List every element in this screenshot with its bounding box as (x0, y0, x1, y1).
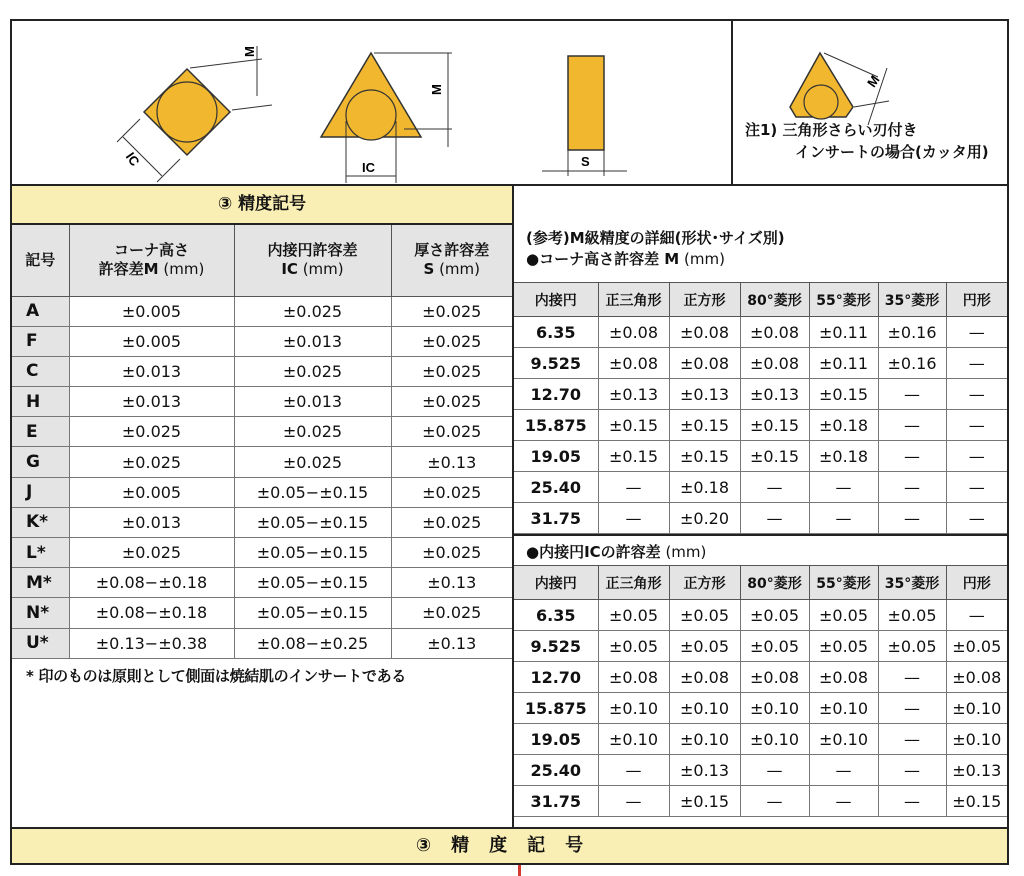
tolerance-cell: ±0.05 (598, 631, 669, 662)
symbol-cell: F (12, 326, 69, 356)
tolerance-cell: ±0.13 (946, 755, 1007, 786)
header-ic-tolerance (234, 225, 391, 296)
tolerance-cell: ±0.08 (809, 662, 878, 693)
column-header: 80°菱形 (740, 566, 809, 600)
corner-tolerance-cell: ±0.13−±0.38 (69, 628, 234, 658)
tolerance-cell: ±0.08 (669, 348, 740, 379)
header-ic-line1: 内接円許容差 (267, 241, 358, 260)
tolerance-cell: ±0.11 (809, 317, 878, 348)
corner-subtitle-unit: (mm) (679, 250, 725, 268)
m-label-square: M (242, 46, 257, 57)
tolerance-cell: ±0.18 (809, 441, 878, 472)
corner-tolerance-cell: ±0.025 (69, 538, 234, 568)
thickness-tolerance-cell: ±0.025 (391, 598, 512, 628)
table-row (514, 410, 1007, 441)
symbol-cell: E (12, 417, 69, 447)
table-row (514, 441, 1007, 472)
tolerance-cell: ±0.10 (740, 693, 809, 724)
corner-tolerance-cell: ±0.025 (69, 417, 234, 447)
diagram-divider (731, 21, 733, 186)
column-header: 35°菱形 (878, 566, 946, 600)
tolerance-cell: ±0.20 (669, 503, 740, 534)
table-row (514, 348, 1007, 379)
corner-table-header (514, 283, 1007, 317)
tolerance-cell: — (598, 755, 669, 786)
insert-diagrams (12, 21, 1007, 186)
tolerance-cell: — (946, 441, 1007, 472)
tolerance-cell: ±0.08 (740, 348, 809, 379)
accuracy-table (12, 225, 512, 659)
header-corner-line1: コーナ高さ (113, 241, 189, 260)
tolerance-cell: — (878, 472, 946, 503)
tolerance-cell: ±0.08 (740, 662, 809, 693)
tolerance-cell: ±0.10 (740, 724, 809, 755)
ic-tolerance-cell: ±0.05−±0.15 (234, 538, 391, 568)
tolerance-cell: ±0.08 (669, 662, 740, 693)
tolerance-cell: — (946, 600, 1007, 631)
ic-tolerance-cell: ±0.025 (234, 296, 391, 326)
ic-tolerance-cell: ±0.08−±0.25 (234, 628, 391, 658)
tolerance-cell: — (878, 786, 946, 817)
corner-tolerance-cell: ±0.005 (69, 326, 234, 356)
tolerance-cell: — (946, 317, 1007, 348)
table-row (12, 538, 512, 568)
thickness-tolerance-cell: ±0.025 (391, 326, 512, 356)
tolerance-cell: ±0.05 (669, 600, 740, 631)
column-header: 55°菱形 (809, 566, 878, 600)
tolerance-cell: ±0.05 (740, 600, 809, 631)
note-line-1: 注1) 三角形さらい刃付き (745, 121, 918, 139)
header-corner-unit: (mm) (158, 260, 205, 279)
page-edge-mark (518, 865, 521, 876)
tolerance-cell: ±0.08 (946, 662, 1007, 693)
tolerance-cell: ±0.08 (740, 317, 809, 348)
thickness-tolerance-cell: ±0.13 (391, 568, 512, 598)
tolerance-cell: ±0.18 (669, 472, 740, 503)
tolerance-cell: ±0.10 (598, 724, 669, 755)
ic-tolerance-cell: ±0.05−±0.15 (234, 598, 391, 628)
symbol-cell: A (12, 296, 69, 326)
symbol-cell: M* (12, 568, 69, 598)
tolerance-cell: — (878, 724, 946, 755)
ic-table-body (514, 600, 1007, 817)
thickness-tolerance-cell: ±0.025 (391, 417, 512, 447)
thickness-tolerance-cell: ±0.025 (391, 387, 512, 417)
thickness-tolerance-cell: ±0.13 (391, 447, 512, 477)
accuracy-table-body (12, 296, 512, 658)
thickness-tolerance-cell: ±0.025 (391, 356, 512, 386)
table-row (12, 417, 512, 447)
symbol-cell: K* (12, 507, 69, 537)
tolerance-cell: — (946, 379, 1007, 410)
ic-subtitle-label: ●内接円ICの許容差 (526, 543, 661, 561)
header-ic-line2 (235, 260, 391, 279)
tolerance-cell: — (946, 348, 1007, 379)
ic-size-cell: 6.35 (514, 317, 598, 348)
tolerance-cell: ±0.11 (809, 348, 878, 379)
tolerance-cell: — (946, 472, 1007, 503)
header-ic-unit: (mm) (297, 260, 344, 279)
column-header: 35°菱形 (878, 283, 946, 317)
header-thick-symbol: S (423, 260, 435, 279)
reference-heading (514, 186, 1007, 282)
tolerance-cell: ±0.08 (669, 317, 740, 348)
tolerance-cell: ±0.10 (809, 693, 878, 724)
table-row (12, 387, 512, 417)
tolerance-cell: — (598, 472, 669, 503)
symbol-cell: J (12, 477, 69, 507)
tolerance-cell: ±0.05 (598, 600, 669, 631)
ic-tolerance-cell: ±0.05−±0.15 (234, 568, 391, 598)
table-row (12, 507, 512, 537)
table-row (514, 631, 1007, 662)
tolerance-cell: — (598, 786, 669, 817)
tolerance-cell: ±0.15 (740, 410, 809, 441)
corner-subtitle (526, 249, 1007, 270)
tolerance-cell: ±0.15 (809, 379, 878, 410)
table-row (12, 628, 512, 658)
ic-subtitle (514, 534, 1007, 565)
ic-tolerance-cell: ±0.025 (234, 447, 391, 477)
table-row (514, 662, 1007, 693)
ic-tolerance-cell: ±0.025 (234, 356, 391, 386)
tolerance-cell: — (878, 693, 946, 724)
ic-size-cell: 12.70 (514, 662, 598, 693)
corner-tolerance-cell: ±0.013 (69, 387, 234, 417)
corner-tolerance-cell: ±0.08−±0.18 (69, 598, 234, 628)
accuracy-symbol-section (12, 186, 512, 686)
tolerance-cell: ±0.15 (669, 441, 740, 472)
ic-subtitle-unit: (mm) (660, 543, 707, 561)
column-header: 正方形 (669, 566, 740, 600)
tolerance-cell: ±0.15 (740, 441, 809, 472)
ic-tolerance-cell: ±0.05−±0.15 (234, 477, 391, 507)
table-row (12, 568, 512, 598)
ic-size-cell: 9.525 (514, 348, 598, 379)
tolerance-cell: ±0.05 (740, 631, 809, 662)
corner-table-body (514, 317, 1007, 534)
ic-label-triangle: IC (362, 160, 375, 175)
tolerance-cell: — (740, 503, 809, 534)
table-row (514, 472, 1007, 503)
tolerance-cell: — (809, 755, 878, 786)
corner-tolerance-cell: ±0.005 (69, 477, 234, 507)
ic-size-cell: 12.70 (514, 379, 598, 410)
ic-size-cell: 19.05 (514, 724, 598, 755)
column-header: 正三角形 (598, 283, 669, 317)
ic-size-cell: 25.40 (514, 755, 598, 786)
ic-table-header (514, 566, 1007, 600)
column-header: 80°菱形 (740, 283, 809, 317)
tolerance-cell: ±0.10 (669, 693, 740, 724)
footnote: * 印のものは原則として側面は焼結肌のインサートである (26, 666, 406, 685)
header-thickness-tolerance (391, 225, 512, 296)
header-corner-symbol: 許容差M (98, 260, 159, 279)
header-corner-tolerance (69, 225, 234, 296)
tolerance-cell: ±0.05 (946, 631, 1007, 662)
ic-tolerance-table (514, 565, 1007, 817)
tolerance-cell: ±0.16 (878, 317, 946, 348)
column-header: 55°菱形 (809, 283, 878, 317)
tolerance-cell: ±0.15 (669, 786, 740, 817)
tolerance-cell: ±0.08 (598, 348, 669, 379)
accuracy-table-header (12, 225, 512, 296)
m-class-detail-section (514, 186, 1007, 817)
thickness-tolerance-cell: ±0.025 (391, 538, 512, 568)
symbol-cell: C (12, 356, 69, 386)
corner-tolerance-cell: ±0.013 (69, 507, 234, 537)
header-thick-unit: (mm) (434, 260, 480, 279)
column-header: 正三角形 (598, 566, 669, 600)
ic-size-cell: 15.875 (514, 410, 598, 441)
tolerance-cell: — (740, 755, 809, 786)
symbol-cell: N* (12, 598, 69, 628)
tolerance-cell: — (598, 503, 669, 534)
tolerance-cell: ±0.18 (809, 410, 878, 441)
corner-tolerance-cell: ±0.08−±0.18 (69, 568, 234, 598)
ic-size-cell: 31.75 (514, 786, 598, 817)
tolerance-cell: ±0.05 (669, 631, 740, 662)
corner-subtitle-label: ●コーナ高さ許容差 M (526, 250, 680, 268)
table-row (514, 600, 1007, 631)
table-row (12, 356, 512, 386)
tolerance-cell: ±0.10 (669, 724, 740, 755)
tolerance-cell: — (878, 441, 946, 472)
tolerance-cell: ±0.15 (669, 410, 740, 441)
tolerance-cell: ±0.13 (598, 379, 669, 410)
tolerance-cell: — (809, 503, 878, 534)
column-header: 円形 (946, 283, 1007, 317)
header-symbol: 記号 (12, 225, 69, 296)
tolerance-cell: — (809, 472, 878, 503)
symbol-cell: U* (12, 628, 69, 658)
ic-size-cell: 9.525 (514, 631, 598, 662)
ic-tolerance-cell: ±0.05−±0.15 (234, 507, 391, 537)
tolerance-cell: ±0.05 (878, 631, 946, 662)
section-title: ③ 精度記号 (12, 186, 512, 225)
triangle-insert-diagram (321, 53, 452, 183)
thickness-tolerance-cell: ±0.025 (391, 507, 512, 537)
thickness-tolerance-cell: ±0.025 (391, 477, 512, 507)
tolerance-cell: — (878, 755, 946, 786)
tolerance-cell: ±0.15 (598, 441, 669, 472)
ic-size-cell: 15.875 (514, 693, 598, 724)
table-row (514, 379, 1007, 410)
m-label-wiper: M (864, 72, 883, 90)
table-row (514, 786, 1007, 817)
corner-tolerance-cell: ±0.013 (69, 356, 234, 386)
ic-tolerance-cell: ±0.013 (234, 387, 391, 417)
symbol-cell: H (12, 387, 69, 417)
corner-tolerance-table (514, 282, 1007, 534)
table-row (12, 326, 512, 356)
ic-size-cell: 31.75 (514, 503, 598, 534)
note-line-2: インサートの場合(カッタ用) (795, 143, 989, 161)
tolerance-cell: ±0.05 (809, 631, 878, 662)
table-row (514, 724, 1007, 755)
ic-size-cell: 19.05 (514, 441, 598, 472)
tolerance-cell: ±0.10 (946, 724, 1007, 755)
m-label-triangle: M (429, 84, 444, 95)
ic-tolerance-cell: ±0.013 (234, 326, 391, 356)
ic-tolerance-cell: ±0.025 (234, 417, 391, 447)
thickness-tolerance-cell: ±0.13 (391, 628, 512, 658)
table-row (12, 598, 512, 628)
thickness-tolerance-cell: ±0.025 (391, 296, 512, 326)
tolerance-cell: ±0.10 (946, 693, 1007, 724)
column-header: 内接円 (514, 566, 598, 600)
tolerance-cell: ±0.13 (740, 379, 809, 410)
tolerance-cell: — (878, 410, 946, 441)
tolerance-cell: ±0.13 (669, 755, 740, 786)
tolerance-cell: ±0.08 (598, 662, 669, 693)
tolerance-cell: ±0.10 (598, 693, 669, 724)
tolerance-cell: — (740, 472, 809, 503)
s-label: S (581, 154, 590, 169)
header-corner-line2 (70, 260, 234, 279)
corner-tolerance-cell: ±0.005 (69, 296, 234, 326)
tolerance-cell: ±0.05 (809, 600, 878, 631)
tolerance-cell: — (809, 786, 878, 817)
header-thick-line2 (392, 260, 513, 279)
header-thick-line1: 厚さ許容差 (414, 241, 490, 260)
ic-label-square: IC (122, 149, 143, 169)
wiper-note (745, 119, 989, 163)
reference-title: (参考)M級精度の詳細(形状･サイズ別) (526, 229, 785, 247)
column-header: 正方形 (669, 283, 740, 317)
table-row (514, 503, 1007, 534)
tolerance-cell: ±0.16 (878, 348, 946, 379)
tolerance-cell: ±0.15 (598, 410, 669, 441)
table-row (12, 296, 512, 326)
column-header: 円形 (946, 566, 1007, 600)
tolerance-cell: ±0.15 (946, 786, 1007, 817)
tolerance-cell: — (878, 379, 946, 410)
tolerance-cell: ±0.10 (809, 724, 878, 755)
table-row (12, 447, 512, 477)
tolerance-cell: — (878, 503, 946, 534)
symbol-cell: G (12, 447, 69, 477)
table-row (12, 477, 512, 507)
ic-size-cell: 6.35 (514, 600, 598, 631)
tolerance-cell: ±0.08 (598, 317, 669, 348)
symbol-cell: L* (12, 538, 69, 568)
ic-size-cell: 25.40 (514, 472, 598, 503)
tolerance-cell: — (878, 662, 946, 693)
tolerance-cell: ±0.13 (669, 379, 740, 410)
table-row (514, 755, 1007, 786)
tolerance-cell: ±0.05 (878, 600, 946, 631)
table-row (514, 317, 1007, 348)
table-row (514, 693, 1007, 724)
tolerance-cell: — (740, 786, 809, 817)
corner-tolerance-cell: ±0.025 (69, 447, 234, 477)
tolerance-cell: — (946, 503, 1007, 534)
footer-banner: ③精度記号 (12, 827, 1007, 863)
column-header: 内接円 (514, 283, 598, 317)
page-frame (10, 19, 1009, 865)
tolerance-cell: — (946, 410, 1007, 441)
header-ic-symbol: IC (281, 260, 298, 279)
